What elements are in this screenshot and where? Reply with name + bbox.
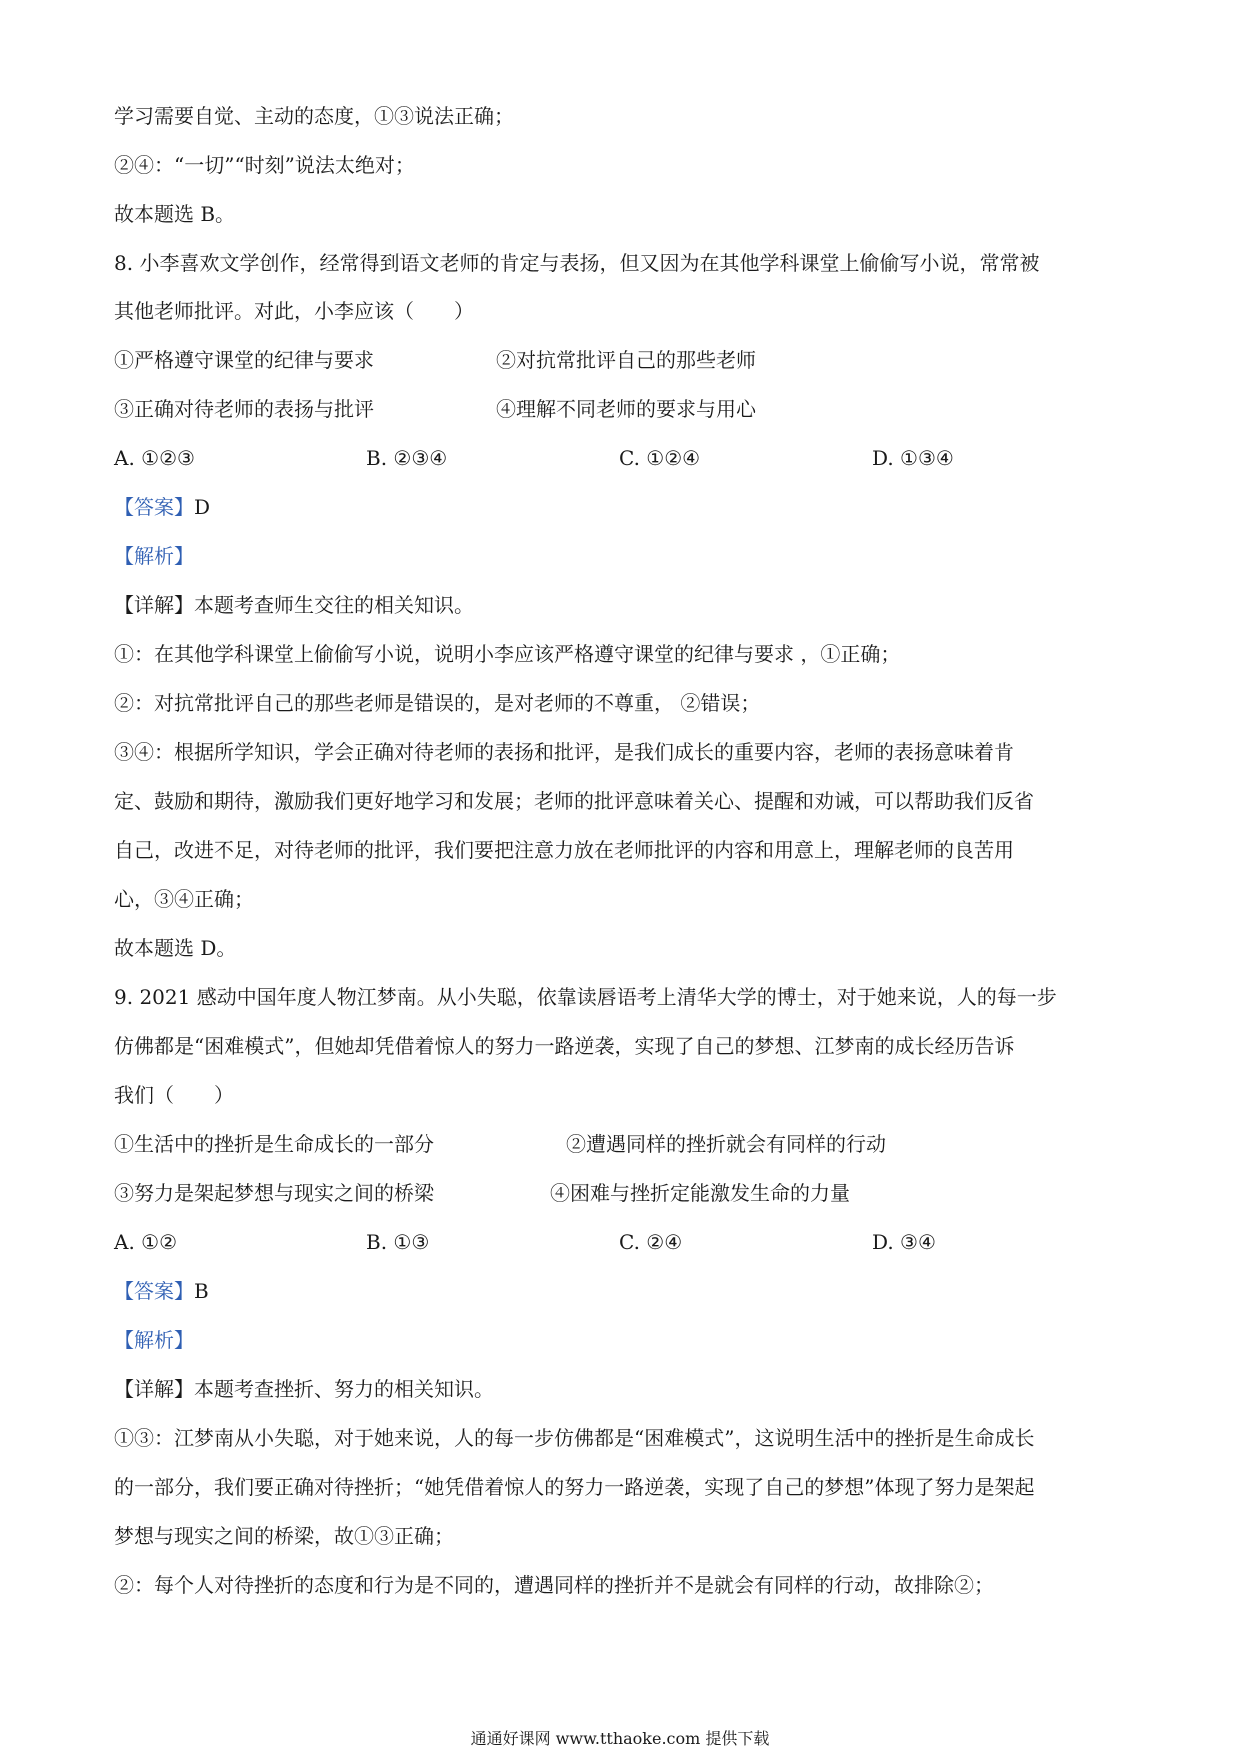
question-9-stem: 仿佛都是“困难模式”，但她却凭借着惊人的努力一路逆袭，实现了自己的梦想、江梦南的成长经历告诉 <box>114 1034 1015 1058</box>
option-b: B. ①③ <box>366 1230 430 1254</box>
statement-2: ②对抗常批评自己的那些老师 <box>496 348 756 372</box>
explanation-line: 自己，改进不足，对待老师的批评，我们要把注意力放在老师批评的内容和用意上，理解老师的良苦用 <box>114 838 1014 862</box>
question-9-answer <box>114 1277 1134 1305</box>
statement-4: ④困难与挫折定能激发生命的力量 <box>550 1181 850 1205</box>
answer-tag: 【答案】 <box>114 495 194 519</box>
explanation-line: 的一部分，我们要正确对待挫折；“她凭借着惊人的努力一路逆袭，实现了自己的梦想”体现了努力是架起 <box>114 1475 1035 1499</box>
text-line: 故本题选 B。 <box>114 202 236 226</box>
answer-value: B <box>194 1279 209 1303</box>
answer-value: D <box>194 495 211 519</box>
question-8-answer <box>114 493 1134 521</box>
answer-tag: 【答案】 <box>114 1279 194 1303</box>
question-8-detail: 【详解】本题考查师生交往的相关知识。 <box>114 593 474 617</box>
statement-2: ②遭遇同样的挫折就会有同样的行动 <box>566 1132 886 1156</box>
conclusion-line: 故本题选 D。 <box>114 936 237 960</box>
text-line: 学习需要自觉、主动的态度，①③说法正确； <box>114 104 514 128</box>
option-a: A. ①② <box>114 1230 178 1254</box>
analysis-tag: 【解析】 <box>114 1328 194 1352</box>
explanation-line: ①：在其他学科课堂上偷偷写小说，说明小李应该严格遵守课堂的纪律与要求 ，①正确； <box>114 642 901 666</box>
question-8-stem: 8. 小李喜欢文学创作，经常得到语文老师的肯定与表扬，但又因为在其他学科课堂上偷偷写小说，常常被 <box>114 251 1040 275</box>
option-a: A. ①②③ <box>114 446 195 470</box>
option-c: C. ②④ <box>619 1230 683 1254</box>
statement-3: ③努力是架起梦想与现实之间的桥梁 <box>114 1181 434 1205</box>
statement-4: ④理解不同老师的要求与用心 <box>496 397 756 421</box>
explanation-line: ②：每个人对待挫折的态度和行为是不同的，遭遇同样的挫折并不是就会有同样的行动，故排除②； <box>114 1573 994 1597</box>
explanation-line: 心，③④正确； <box>114 887 254 911</box>
question-9-analysis-tag <box>114 1326 1134 1354</box>
statement-1: ①生活中的挫折是生命成长的一部分 <box>114 1132 434 1156</box>
explanation-line: 定、鼓励和期待，激励我们更好地学习和发展；老师的批评意味着关心、提醒和劝诫，可以帮助我们反省 <box>114 789 1034 813</box>
analysis-tag: 【解析】 <box>114 544 194 568</box>
statement-3: ③正确对待老师的表扬与批评 <box>114 397 374 421</box>
explanation-line: ②：对抗常批评自己的那些老师是错误的，是对老师的不尊重， ②错误； <box>114 691 761 715</box>
statement-1: ①严格遵守课堂的纪律与要求 <box>114 348 374 372</box>
explanation-line: 梦想与现实之间的桥梁，故①③正确； <box>114 1524 454 1548</box>
question-9-stem: 我们（ ） <box>114 1083 234 1107</box>
question-8-stem: 其他老师批评。对此，小李应该（ ） <box>114 299 474 323</box>
question-8-analysis-tag <box>114 542 1134 570</box>
option-d: D. ③④ <box>872 1230 936 1254</box>
question-9-stem: 9. 2021 感动中国年度人物江梦南。从小失聪，依靠读唇语考上清华大学的博士，对于她来说，人的每一步 <box>114 985 1057 1009</box>
page-footer: 通通好课网 www.tthaoke.com 提供下载 <box>470 1729 770 1748</box>
option-b: B. ②③④ <box>366 446 448 470</box>
question-9-detail: 【详解】本题考查挫折、努力的相关知识。 <box>114 1377 494 1401</box>
option-d: D. ①③④ <box>872 446 954 470</box>
text-line: ②④：“一切”“时刻”说法太绝对； <box>114 153 415 177</box>
option-c: C. ①②④ <box>619 446 701 470</box>
explanation-line: ①③：江梦南从小失聪，对于她来说，人的每一步仿佛都是“困难模式”，这说明生活中的挫折是生命成长 <box>114 1426 1035 1450</box>
explanation-line: ③④：根据所学知识，学会正确对待老师的表扬和批评，是我们成长的重要内容，老师的表扬意味着肯 <box>114 740 1014 764</box>
